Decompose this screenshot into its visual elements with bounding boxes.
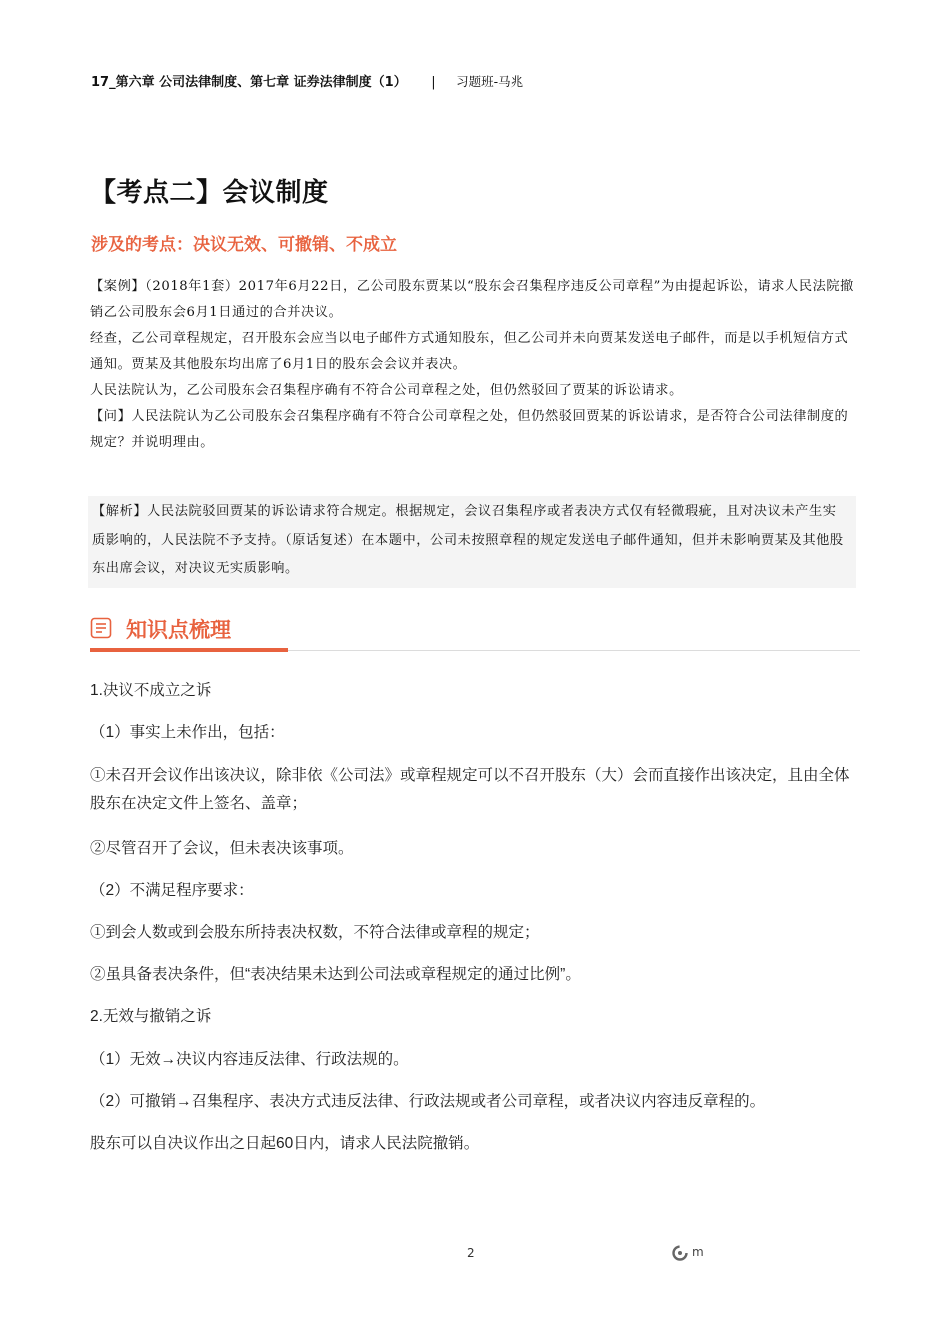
knowledge-paragraph: （2）不满足程序要求： [90, 882, 254, 899]
knowledge-paragraph: ①到会人数或到会股东所持表决权数，不符合法律或章程的规定； [90, 924, 540, 941]
footer-logo [671, 1244, 711, 1264]
knowledge-paragraph: ②尽管召开了会议，但未表决该事项。 [90, 840, 354, 857]
analysis-block: 【解析】人民法院驳回贾某的诉讼请求符合规定。根据规定，会议召集程序或者表决方式仅有轻微瑕疵，且对决议未产生实质影响的，人民法院不予支持。（原话复述）在本题中，公司未按照章程的规定发送电子邮件通知，但并未影响贾某及其他股东出席会议，对决议无实质影响。 [88, 496, 856, 588]
knowledge-paragraph: 2.无效与撤销之诉 [90, 1008, 212, 1025]
header-title: 17_第六章 公司法律制度、第七章 证券法律制度（1） [91, 75, 407, 90]
knowledge-paragraph: ①未召开会议作出该决议，除非依《公司法》或章程规定可以不召开股东（大）会而直接作出该决定，且由全体股东在决定文件上签名、盖章； [90, 767, 850, 812]
case-paragraph: 经查，乙公司章程规定，召开股东会应当以电子邮件方式通知股东，但乙公司并未向贾某发送电子邮件，而是以手机短信方式通知。贾某及其他股东均出席了6月1日的股东会会议并表决。 [90, 331, 849, 372]
knowledge-paragraph: 1.决议不成立之诉 [90, 682, 212, 699]
page-number: 2 [467, 1246, 475, 1260]
header-subtitle: 习题班-马兆 [456, 74, 524, 89]
knowledge-paragraph: （2）可撤销→召集程序、表决方式违反法律、行政法规或者公司章程，或者决议内容违反章程的。 [90, 1093, 766, 1110]
question-paragraph: 【问】人民法院认为乙公司股东会召集程序确有不符合公司章程之处，但仍然驳回贾某的诉讼请求，是否符合公司法律制度的规定？并说明理由。 [90, 409, 849, 450]
section-title: 【考点二】会议制度 [90, 178, 329, 208]
header-separator: | [431, 75, 436, 90]
case-block [90, 274, 862, 456]
knowledge-paragraph: （1）无效→决议内容违反法律、行政法规的。 [90, 1051, 409, 1068]
case-paragraph: 人民法院认为，乙公司股东会召集程序确有不符合公司章程之处，但仍然驳回了贾某的诉讼请求。 [90, 383, 683, 398]
knowledge-title: 知识点梳理 [126, 617, 231, 642]
knowledge-paragraph: （1）事实上未作出，包括： [90, 724, 285, 741]
knowledge-header [90, 612, 860, 652]
points-covered: 涉及的考点：决议无效、可撤销、不成立 [91, 235, 397, 255]
case-paragraph: 【案例】（2018年1套）2017年6月22日，乙公司股东贾某以“股东会召集程序违反公司章程”为由提起诉讼，请求人民法院撤销乙公司股东会6月1日通过的合并决议。 [90, 279, 854, 320]
logo-text: m [692, 1245, 704, 1259]
logo-icon [671, 1244, 689, 1262]
knowledge-paragraph: ②虽具备表决条件，但“表决结果未达到公司法或章程规定的通过比例”。 [90, 966, 581, 983]
document-list-icon [90, 617, 112, 639]
knowledge-paragraph: 股东可以自决议作出之日起60日内，请求人民法院撤销。 [90, 1135, 480, 1152]
page-header [91, 71, 523, 90]
knowledge-accent-bar [90, 648, 288, 652]
